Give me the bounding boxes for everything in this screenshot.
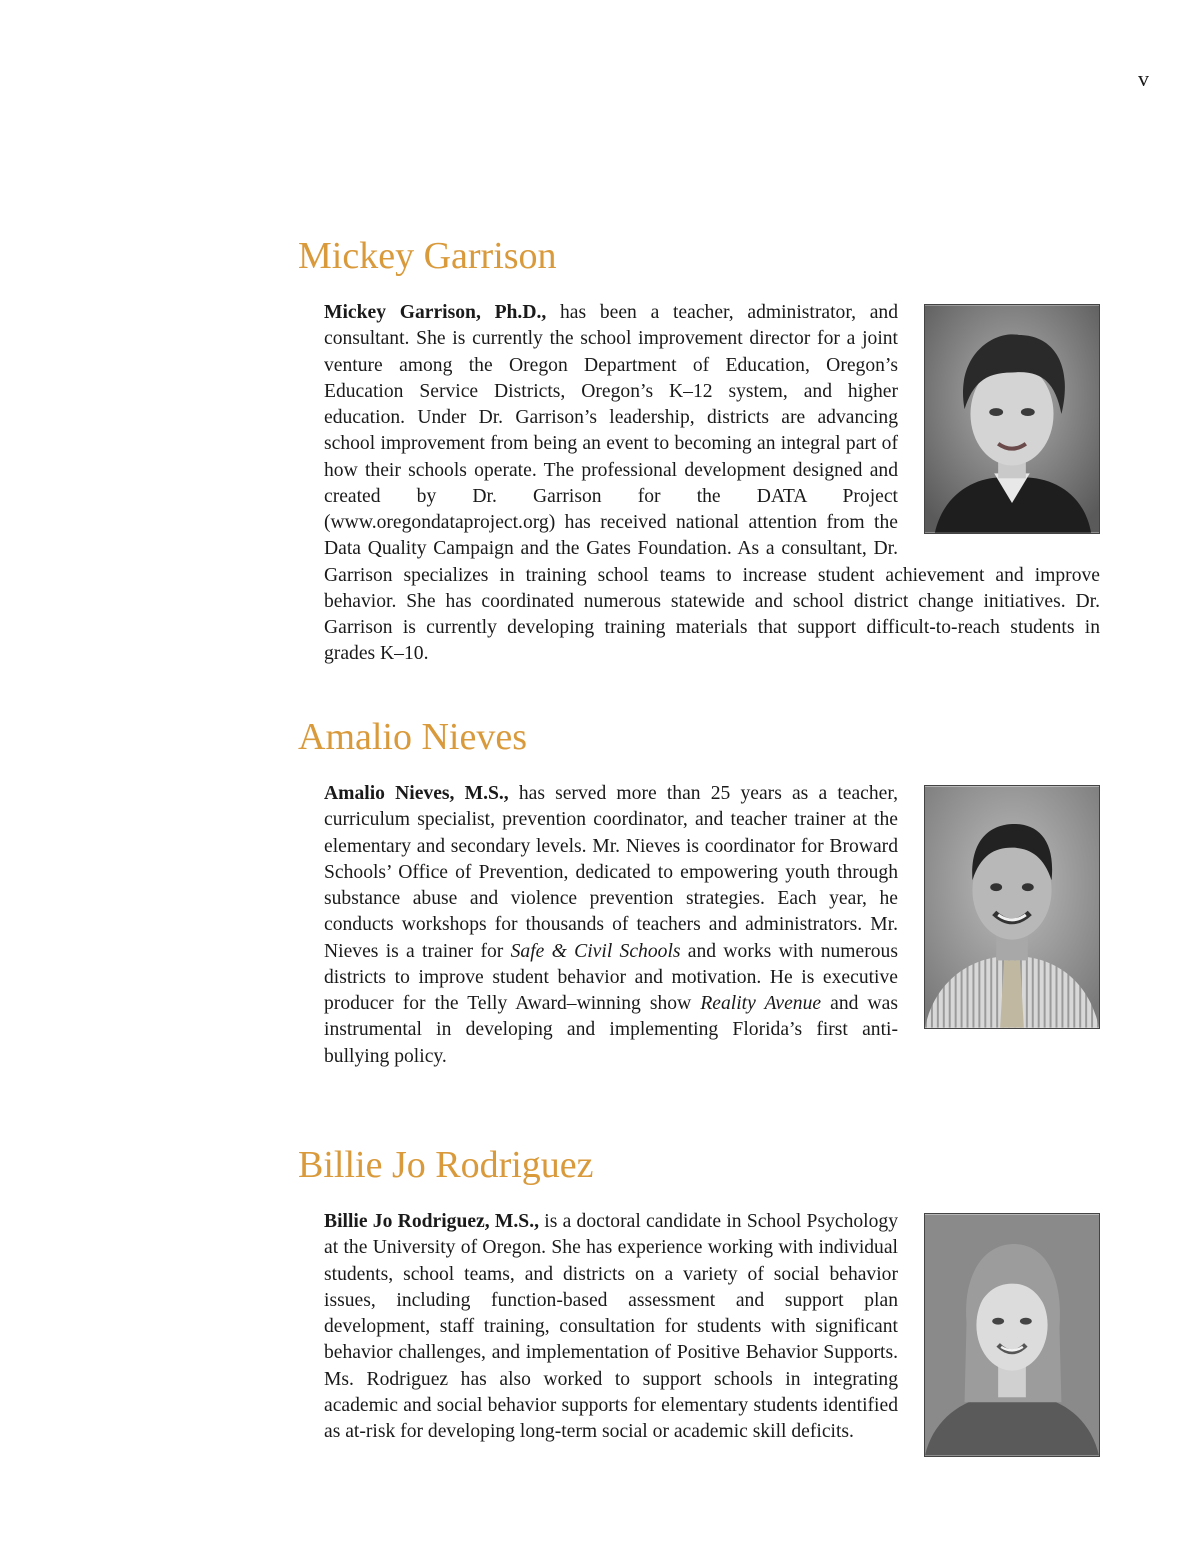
portrait-woman-dark-hair-icon [925,305,1099,533]
bio-description: has been a teacher, administrator, and consultant. She is currently the school improvement director for a joint venture among the Oregon Department of Education, Oregon’s Education Service Districts, Oregon’s K–12 system, and higher education. Under Dr. Garrison’s leadership, districts are advancing school improvement from being an event to becoming an integral part of how their schools operate. The professional development designed and created by Dr. Garrison for the DATA Project (www.oregondataproject.org) has received national attention from the Data Quality Campaign and the Gates Foundation. As a consultant, Dr. Garrison specializes in training school teams to increase student achievement and improve behavior. She has coordinated numerous statewide and school district change initiatives. Dr. Garrison is currently developing training materials that support difficult-to-reach students in grades K–10. [324,302,1100,665]
bio-description: and was instrumental in developing and implementing Florida’s first anti-bullying policy. [324,993,899,1067]
bio-text [324,300,1100,668]
bio-heading: Mickey Garrison [298,235,557,277]
portrait-man-striped-shirt-icon [925,786,1099,1028]
bio-text [324,781,1100,1070]
bio-italic-title: Reality Avenue [700,993,822,1014]
bio-description: and works with numerous districts to improve student behavior and motivation. He is executive producer for the Telly Award–winning show [324,940,898,1014]
page-number: v [1138,66,1149,91]
bio-name-credential: Billie Jo Rodriguez, M.S., [324,1211,539,1232]
bio-italic-title: Safe & Civil Schools [510,940,681,962]
portrait-photo [924,785,1100,1029]
portrait-photo [924,304,1100,534]
bio-description: has served more than 25 years as a teacher, curriculum specialist, prevention coordinator, and teacher trainer at the elementary and secondary levels. Mr. Nieves is coordinator for Broward Schools’ Office of Prevention, dedicated to empowering youth through substance abuse and violence prevention strategies. Each year, he conducts workshops for thousands of teachers and administrators. Mr. Nieves is a trainer for [324,783,898,962]
bio-amalio-nieves [298,715,1100,1070]
bio-description: is a doctoral candidate in School Psychology at the University of Oregon. She has experience working with individual students, school teams, and districts on a variety of social behavior issues, including function-based assessment and support plan development, staff training, consultation for students with significant behavior challenges, and implementation of Positive Behavior Supports. Ms. Rodriguez has also worked to support schools in integrating academic and social behavior supports for elementary students identified as at-risk for developing long-term social or academic skill deficits. [324,1211,898,1442]
bio-heading: Billie Jo Rodriguez [298,1144,594,1186]
bio-heading: Amalio Nieves [298,716,528,758]
portrait-woman-long-hair-icon [925,1214,1099,1456]
portrait-photo [924,1213,1100,1457]
bio-text [324,1209,1100,1445]
bio-mickey-garrison [298,234,1100,668]
bio-name-credential: Amalio Nieves, M.S., [324,783,509,804]
bio-billie-jo-rodriguez [298,1143,1100,1465]
bio-name-credential: Mickey Garrison, Ph.D., [324,302,547,323]
